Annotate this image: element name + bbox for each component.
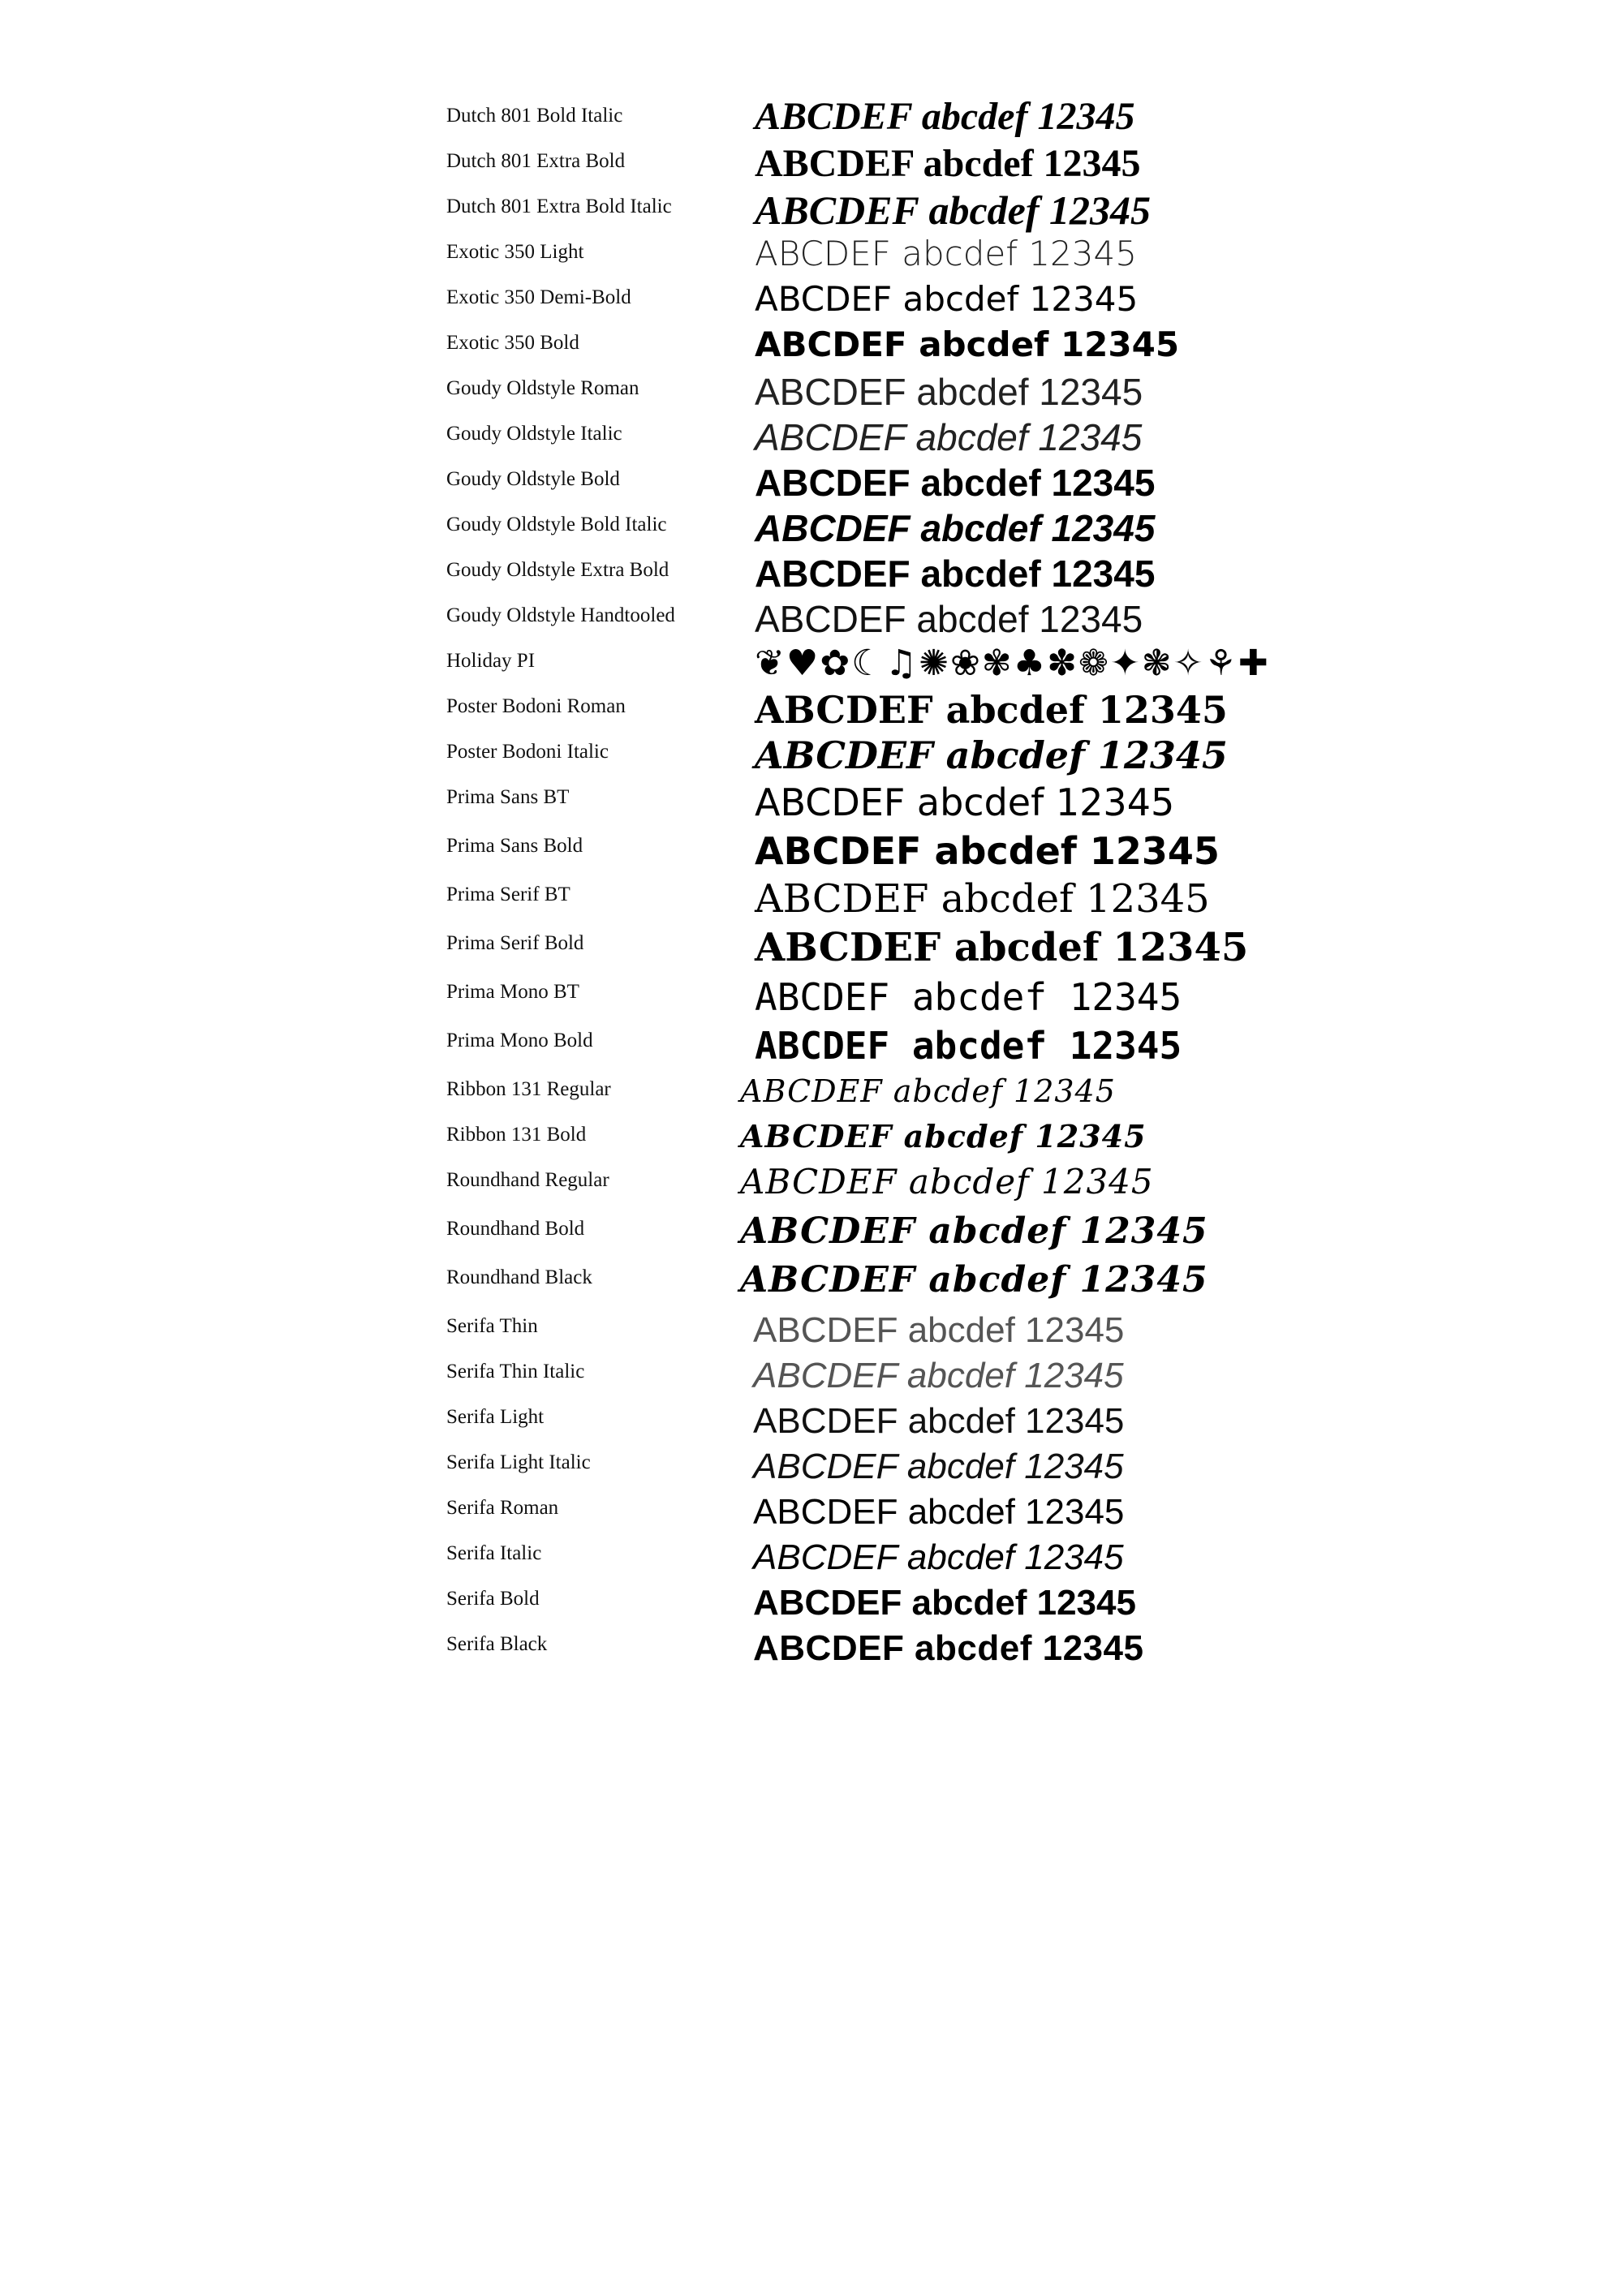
font-sample: ABCDEF abcdef 12345 xyxy=(755,371,1143,413)
font-sample: ABCDEF abcdef 12345 xyxy=(753,1492,1125,1532)
specimen-row xyxy=(0,279,1623,326)
font-name: Serifa Thin Italic xyxy=(446,1361,585,1382)
specimen-row xyxy=(0,1310,1623,1355)
specimen-row xyxy=(0,142,1623,190)
font-name: Prima Serif BT xyxy=(446,884,570,905)
font-sample: ABCDEF abcdef 12345 xyxy=(755,234,1137,273)
font-name: Serifa Light xyxy=(446,1406,545,1428)
specimen-row xyxy=(0,553,1623,599)
font-name: Prima Mono BT xyxy=(446,981,579,1003)
font-sample: ABCDEF abcdef 12345 xyxy=(740,1259,1208,1301)
font-sample: ABCDEF abcdef 12345 xyxy=(753,1628,1144,1668)
specimen-row xyxy=(0,1162,1623,1209)
font-sample: ABCDEF abcdef 12345 xyxy=(740,1210,1208,1252)
specimen-row xyxy=(0,325,1623,372)
font-sample: ABCDEF abcdef 12345 xyxy=(755,780,1175,824)
font-name: Serifa Roman xyxy=(446,1497,559,1519)
specimen-row xyxy=(0,1401,1623,1446)
font-sample: ABCDEF abcdef 12345 xyxy=(755,95,1135,138)
specimen-row xyxy=(0,643,1623,690)
specimen-row xyxy=(0,187,1623,235)
font-name: Goudy Oldstyle Handtooled xyxy=(446,604,675,626)
specimen-row xyxy=(0,1356,1623,1400)
font-sample: ABCDEF abcdef 12345 xyxy=(755,925,1249,970)
font-name: Poster Bodoni Roman xyxy=(446,695,626,717)
font-name: Serifa Light Italic xyxy=(446,1451,591,1473)
font-sample: ABCDEF abcdef 12345 xyxy=(753,1447,1124,1486)
font-name: Exotic 350 Demi-Bold xyxy=(446,286,631,308)
font-sample: ABCDEF abcdef 12345 xyxy=(755,876,1210,922)
font-name: Serifa Thin xyxy=(446,1315,538,1337)
font-sample: ABCDEF abcdef 12345 xyxy=(755,462,1156,504)
font-sample: ABCDEF abcdef 12345 xyxy=(755,279,1139,319)
specimen-row xyxy=(0,507,1623,553)
font-sample: ABCDEF abcdef 12345 xyxy=(755,142,1141,185)
specimen-row xyxy=(0,925,1623,972)
font-name: Roundhand Regular xyxy=(446,1169,609,1191)
specimen-row xyxy=(0,1628,1623,1673)
specimen-row xyxy=(0,1118,1623,1163)
font-name: Prima Serif Bold xyxy=(446,932,584,954)
specimen-row xyxy=(0,234,1623,281)
specimen-row xyxy=(0,975,1623,1021)
font-sample: ❦♥✿☾♫✺❀✾♣✽❁✦❃✧⚘✚ xyxy=(755,643,1270,684)
font-sample: ABCDEF abcdef 12345 xyxy=(755,829,1220,873)
font-sample: ABCDEF abcdef 12345 xyxy=(753,1583,1136,1623)
font-name: Ribbon 131 Regular xyxy=(446,1078,611,1100)
specimen-row xyxy=(0,1024,1623,1069)
font-name: Serifa Black xyxy=(446,1633,548,1655)
specimen-row xyxy=(0,95,1623,144)
font-name: Goudy Oldstyle Bold xyxy=(446,468,620,490)
font-sample: ABCDEF abcdef 12345 xyxy=(753,1310,1125,1350)
specimen-row xyxy=(0,1259,1623,1306)
font-name: Exotic 350 Bold xyxy=(446,332,579,354)
specimen-row xyxy=(0,829,1623,875)
font-sample: ABCDEF abcdef 12345 xyxy=(755,688,1228,732)
font-name: Goudy Oldstyle Extra Bold xyxy=(446,559,669,581)
specimen-row xyxy=(0,416,1623,462)
specimen-row xyxy=(0,688,1623,735)
font-name: Dutch 801 Bold Italic xyxy=(446,105,623,127)
specimen-row xyxy=(0,780,1623,826)
font-name: Goudy Oldstyle Italic xyxy=(446,423,622,445)
font-sample: ABCDEF abcdef 12345 xyxy=(753,1356,1124,1395)
font-name: Holiday PI xyxy=(446,650,536,672)
font-sample: ABCDEF abcdef 12345 xyxy=(753,1537,1124,1577)
font-name: Prima Sans Bold xyxy=(446,835,583,857)
font-sample: ABCDEF abcdef 12345 xyxy=(755,975,1182,1019)
specimen-row xyxy=(0,1073,1623,1118)
font-name: Serifa Bold xyxy=(446,1588,540,1610)
specimen-row xyxy=(0,1537,1623,1582)
specimen-row xyxy=(0,876,1623,923)
font-name: Dutch 801 Extra Bold Italic xyxy=(446,196,672,217)
font-name: Roundhand Black xyxy=(446,1266,592,1288)
specimen-row xyxy=(0,1210,1623,1258)
specimen-row xyxy=(0,1447,1623,1491)
font-name: Poster Bodoni Italic xyxy=(446,741,609,763)
font-sample: ABCDEF abcdef 12345 xyxy=(740,1073,1116,1109)
font-sample: ABCDEF abcdef 12345 xyxy=(755,187,1151,233)
font-sample: ABCDEF abcdef 12345 xyxy=(755,507,1156,549)
font-name: Goudy Oldstyle Bold Italic xyxy=(446,514,667,535)
font-sample: ABCDEF abcdef 12345 xyxy=(755,553,1156,595)
font-name: Prima Sans BT xyxy=(446,786,570,808)
font-sample: ABCDEF abcdef 12345 xyxy=(740,1162,1154,1202)
font-sample: ABCDEF abcdef 12345 xyxy=(755,598,1143,640)
font-sample: ABCDEF abcdef 12345 xyxy=(740,1118,1147,1154)
font-name: Ribbon 131 Bold xyxy=(446,1124,587,1146)
font-name: Roundhand Bold xyxy=(446,1218,585,1240)
font-name: Exotic 350 Light xyxy=(446,241,584,263)
font-sample: ABCDEF abcdef 12345 xyxy=(755,325,1180,364)
font-sample: ABCDEF abcdef 12345 xyxy=(755,1024,1182,1068)
font-name: Serifa Italic xyxy=(446,1542,542,1564)
specimen-row xyxy=(0,462,1623,508)
specimen-row xyxy=(0,733,1623,780)
font-name: Prima Mono Bold xyxy=(446,1030,593,1051)
font-sample: ABCDEF abcdef 12345 xyxy=(753,1401,1125,1441)
specimen-row xyxy=(0,598,1623,644)
specimen-row xyxy=(0,1492,1623,1537)
specimen-row xyxy=(0,1583,1623,1627)
font-name: Goudy Oldstyle Roman xyxy=(446,377,639,399)
specimen-row xyxy=(0,371,1623,417)
font-sample: ABCDEF abcdef 12345 xyxy=(755,733,1228,777)
font-sample: ABCDEF abcdef 12345 xyxy=(755,416,1143,458)
font-name: Dutch 801 Extra Bold xyxy=(446,150,626,172)
